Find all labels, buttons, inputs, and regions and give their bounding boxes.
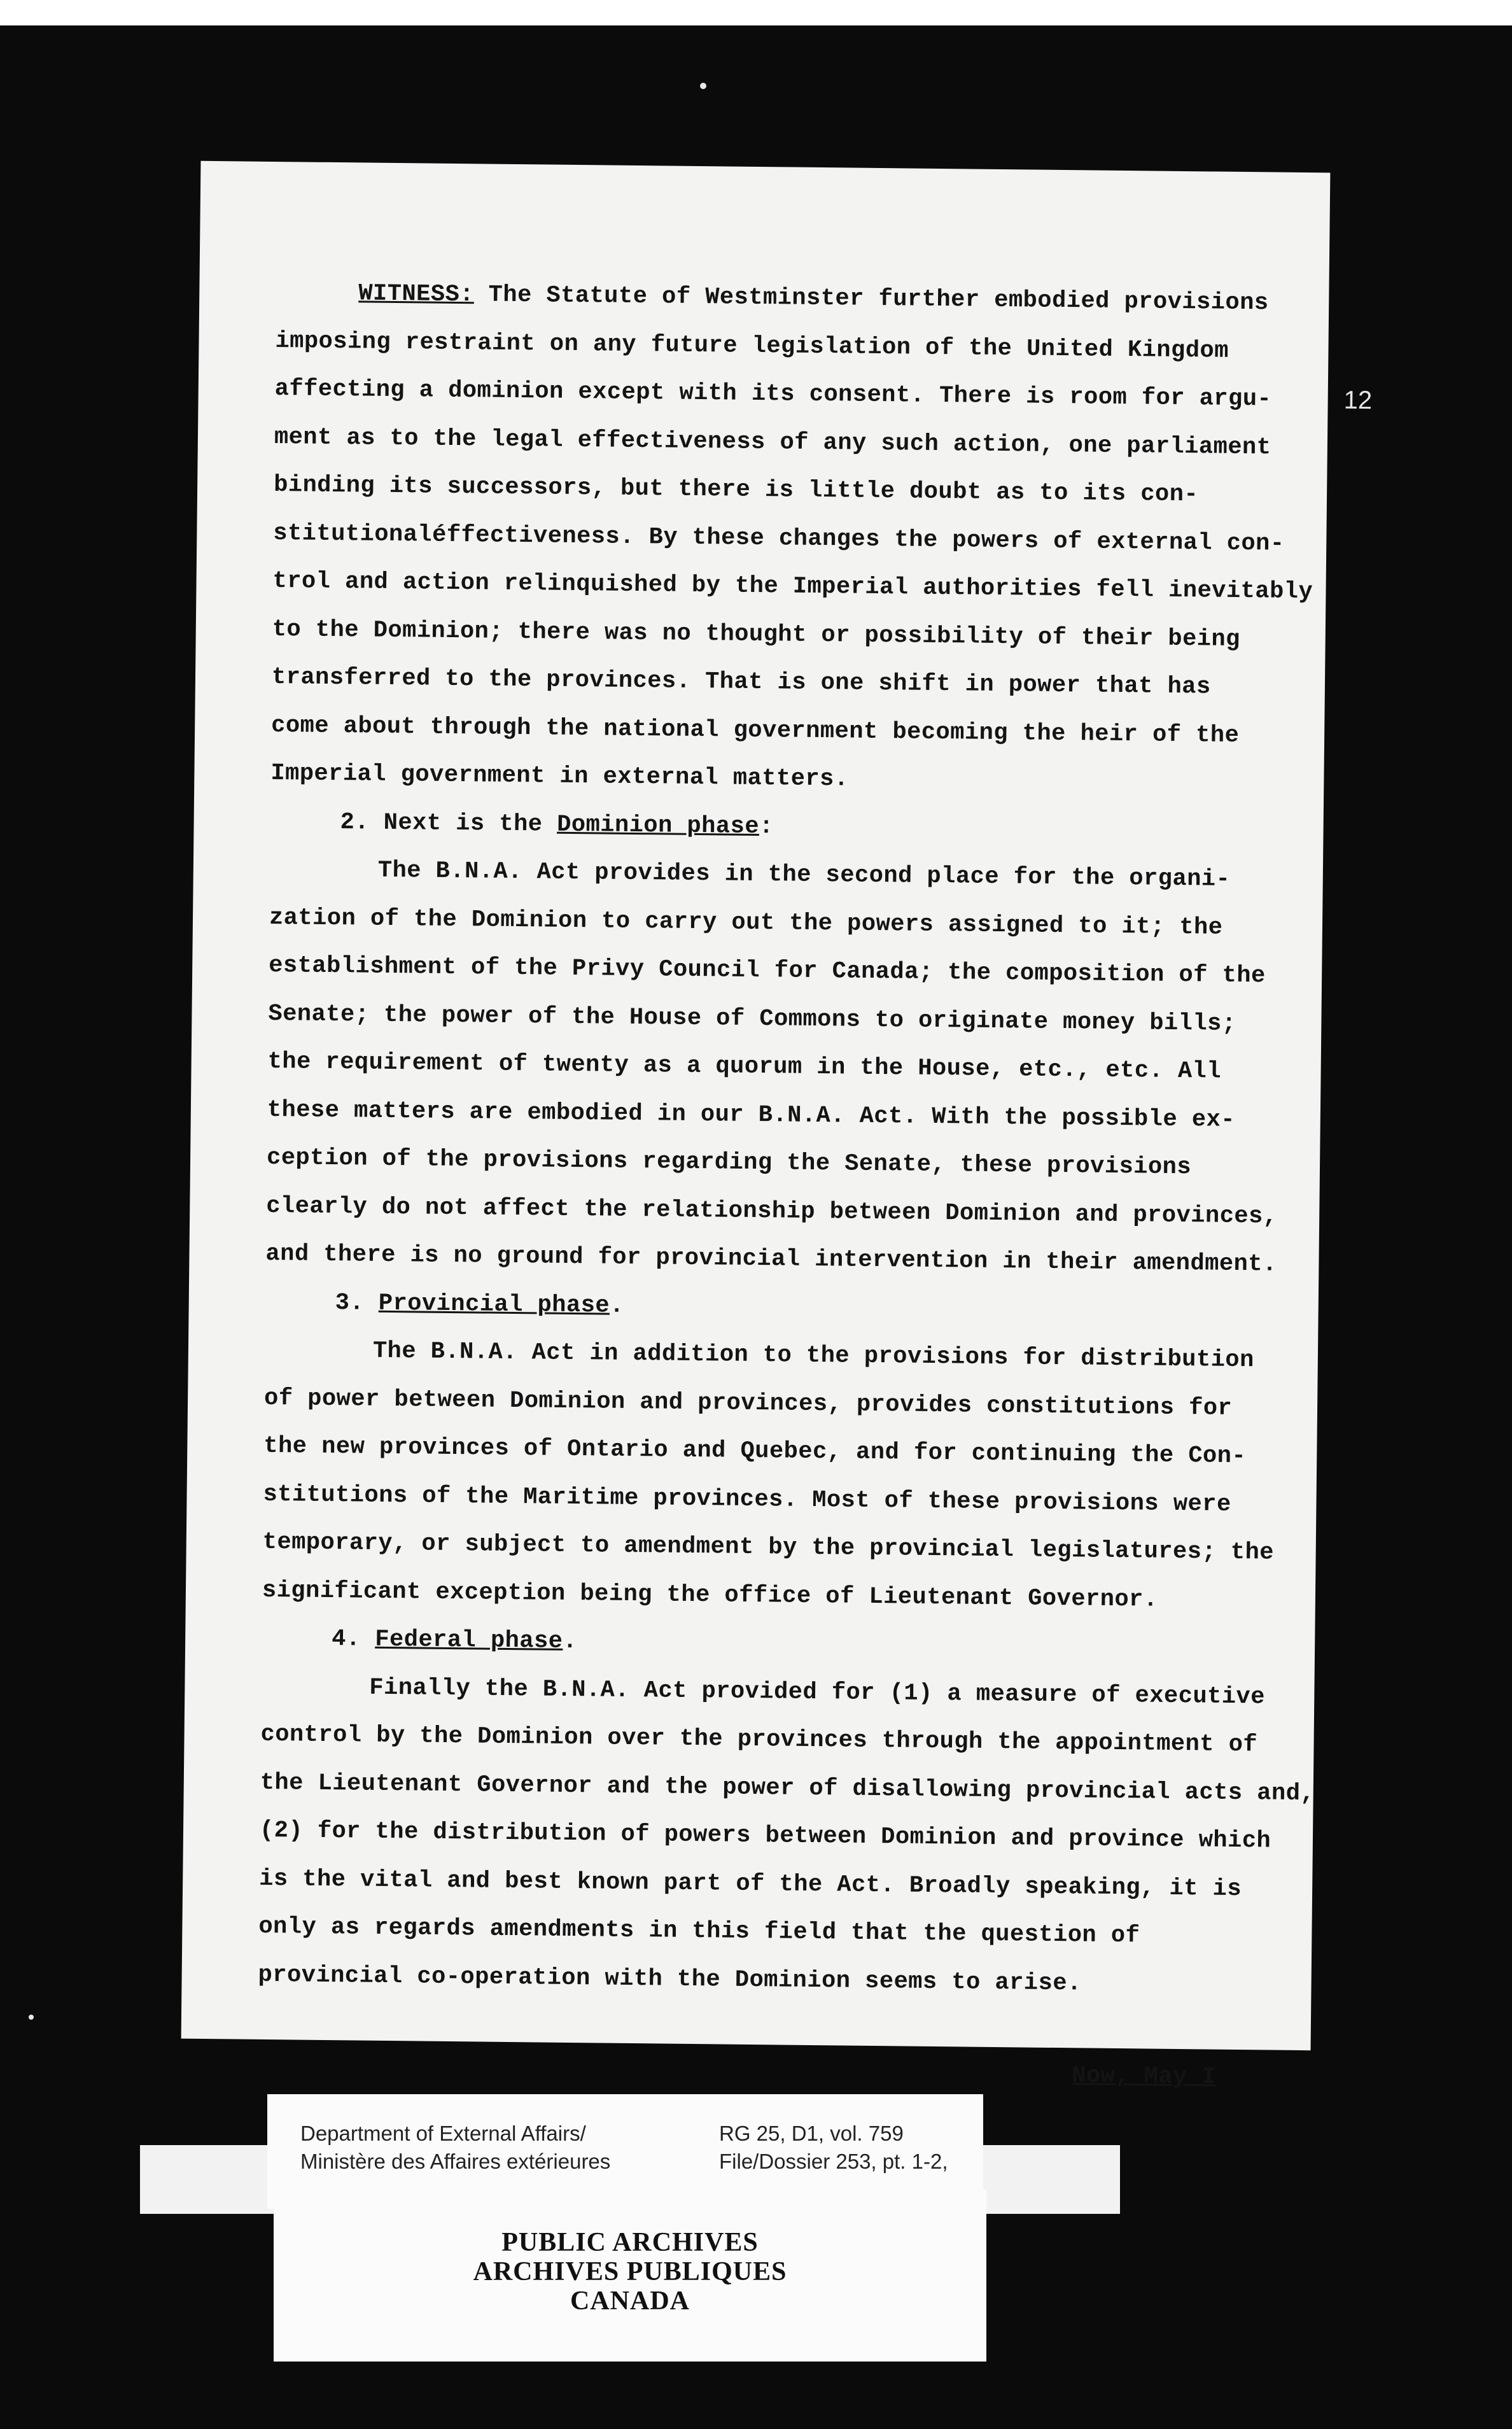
document-line [262,1577,1280,1614]
reference-file: File/Dossier 253, pt. 1-2, [719,2150,948,2173]
line-text: Senate; the power of the House of Commons to originate money bills; [268,1000,1236,1038]
underlined-heading: Federal phase [375,1626,563,1655]
line-text: these matters are embodied in our B.N.A. Act. With the possible ex- [267,1096,1236,1134]
document-line [260,1817,1278,1855]
line-text: only as regards amendments in this field that the question of [258,1913,1140,1950]
line-text: ment as to the legal effectiveness of any such action, one parliament [274,423,1271,461]
document-line [261,1673,1387,1712]
document-page [181,161,1373,2091]
line-text: transferred to the provinces. That is one shift in power that has [271,664,1211,701]
archive-stamp [274,2190,986,2362]
document-line [260,1721,1278,1759]
document-line [263,1433,1282,1470]
reference-volume: RG 25, D1, vol. 759 [719,2122,904,2145]
line-text: of power between Dominion and provinces, provides constitutions for [263,1384,1233,1422]
stamp-line-1: PUBLIC ARCHIVES [501,2228,759,2257]
document-line [258,1961,1276,1999]
line-text: . [563,1628,578,1656]
department-en: Department of External Affairs/ [300,2122,586,2145]
stamp-line-3: CANADA [570,2286,690,2316]
line-text: control by the Dominion over the provinces through the appointment of [260,1721,1258,1759]
line-text: provincial co-operation with the Dominion seems to arise. [258,1961,1082,1997]
line-text: the requirement of twenty as a quorum in the House, etc., etc. All [267,1048,1222,1085]
line-text: temporary, or subject to amendment by the provincial legislatures; the [262,1528,1275,1567]
line-text: imposing restraint on any future legislation of the United Kingdom [275,327,1229,365]
document-line [274,424,1292,461]
document-line [259,1865,1277,1903]
line-text: the new provinces of Ontario and Quebec, and for continuing the Con- [263,1432,1247,1470]
line-text: ception of the provisions regarding the Senate, these provisions [266,1144,1192,1181]
document-line [269,952,1287,990]
line-text: stitutions of the Maritime provinces. Most of these provisions were [263,1481,1231,1518]
catchword: Now, May I [1071,2062,1217,2091]
document-line [268,1000,1286,1038]
document-line [267,1096,1285,1134]
document-line [258,1913,1277,1951]
line-text: zation of the Dominion to carry out the powers assigned to it; the [269,904,1223,941]
line-text: (2) for the distribution of powers between Dominion and province which [259,1817,1271,1855]
document-line [265,1241,1284,1278]
film-speck [29,2015,34,2020]
line-text: establishment of the Privy Council for Canada; the composition of the [269,952,1266,990]
line-text: : [759,813,774,840]
underlined-heading: Provincial phase [378,1290,610,1320]
line-text: stitutionaléffectiveness. By these changes the powers of external con- [273,519,1285,558]
line-text: significant exception being the office of Lieutenant Governor. [262,1577,1158,1614]
document-line [276,279,1376,318]
department-fr: Ministère des Affaires extérieures [300,2150,611,2173]
underlined-heading: Dominion phase [556,811,760,840]
document-line [260,1769,1315,1807]
document-line [274,472,1292,509]
line-text: trol and action relinquished by the Imperial authorities fell inevitably [272,568,1313,606]
document-line [269,904,1287,941]
line-text: and there is no ground for provincial intervention in their amendment. [265,1240,1277,1278]
document-line [264,1384,1282,1422]
document-line [270,760,1289,798]
document-line [270,856,1396,895]
line-text: Finally the B.N.A. Act provided for (1) a measure of executive [369,1674,1266,1710]
document-line [272,568,1313,606]
page-number: 12 [1343,386,1373,415]
line-text: come about through the national government becoming the heir of the [270,712,1240,749]
stamp-line-2: ARCHIVES PUBLIQUES [473,2257,787,2286]
document-line [275,376,1293,413]
line-text: the Lieutenant Governor and the power of disallowing provincial acts and, [260,1769,1315,1807]
document-line [272,616,1291,654]
archive-department [300,2120,610,2176]
film-speck [700,83,706,89]
document-line [267,1048,1285,1086]
document-line [262,1625,1350,1663]
line-text: . [609,1292,625,1320]
document-line [263,1481,1281,1518]
document-line [265,1288,1354,1327]
line-text: The B.N.A. Act provides in the second place for the organi- [377,857,1231,893]
line-prefix: 4. [331,1626,375,1653]
document-line [267,1144,1285,1182]
line-text: The Statute of Westminster further embodied provisions [473,281,1269,317]
line-text: Imperial government in external matters. [270,759,849,793]
line-text: to the Dominion; there was no thought or possibility of their being [272,616,1241,653]
line-text: The B.N.A. Act in addition to the provisions for distribution [372,1337,1254,1374]
document-line [273,520,1291,558]
line-text: binding its successors, but there is little doubt as to its con- [273,472,1199,509]
document-line [265,1337,1391,1376]
document-line [270,808,1358,846]
line-text: clearly do not affect the relationship between Dominion and provinces, [266,1192,1278,1230]
archive-reference [719,2120,948,2176]
line-text: affecting a dominion except with its consent. There is room for argu- [274,376,1272,413]
document-line [272,664,1290,701]
document-line [275,328,1293,365]
line-prefix: 3. [335,1289,379,1317]
line-prefix: 2. Next is the [340,808,557,838]
underlined-heading: WITNESS: [358,280,475,309]
line-text: is the vital and best known part of the Act. Broadly speaking, it is [259,1865,1242,1903]
document-line [266,1192,1284,1230]
document-line [271,712,1289,749]
document-line [263,1529,1281,1567]
